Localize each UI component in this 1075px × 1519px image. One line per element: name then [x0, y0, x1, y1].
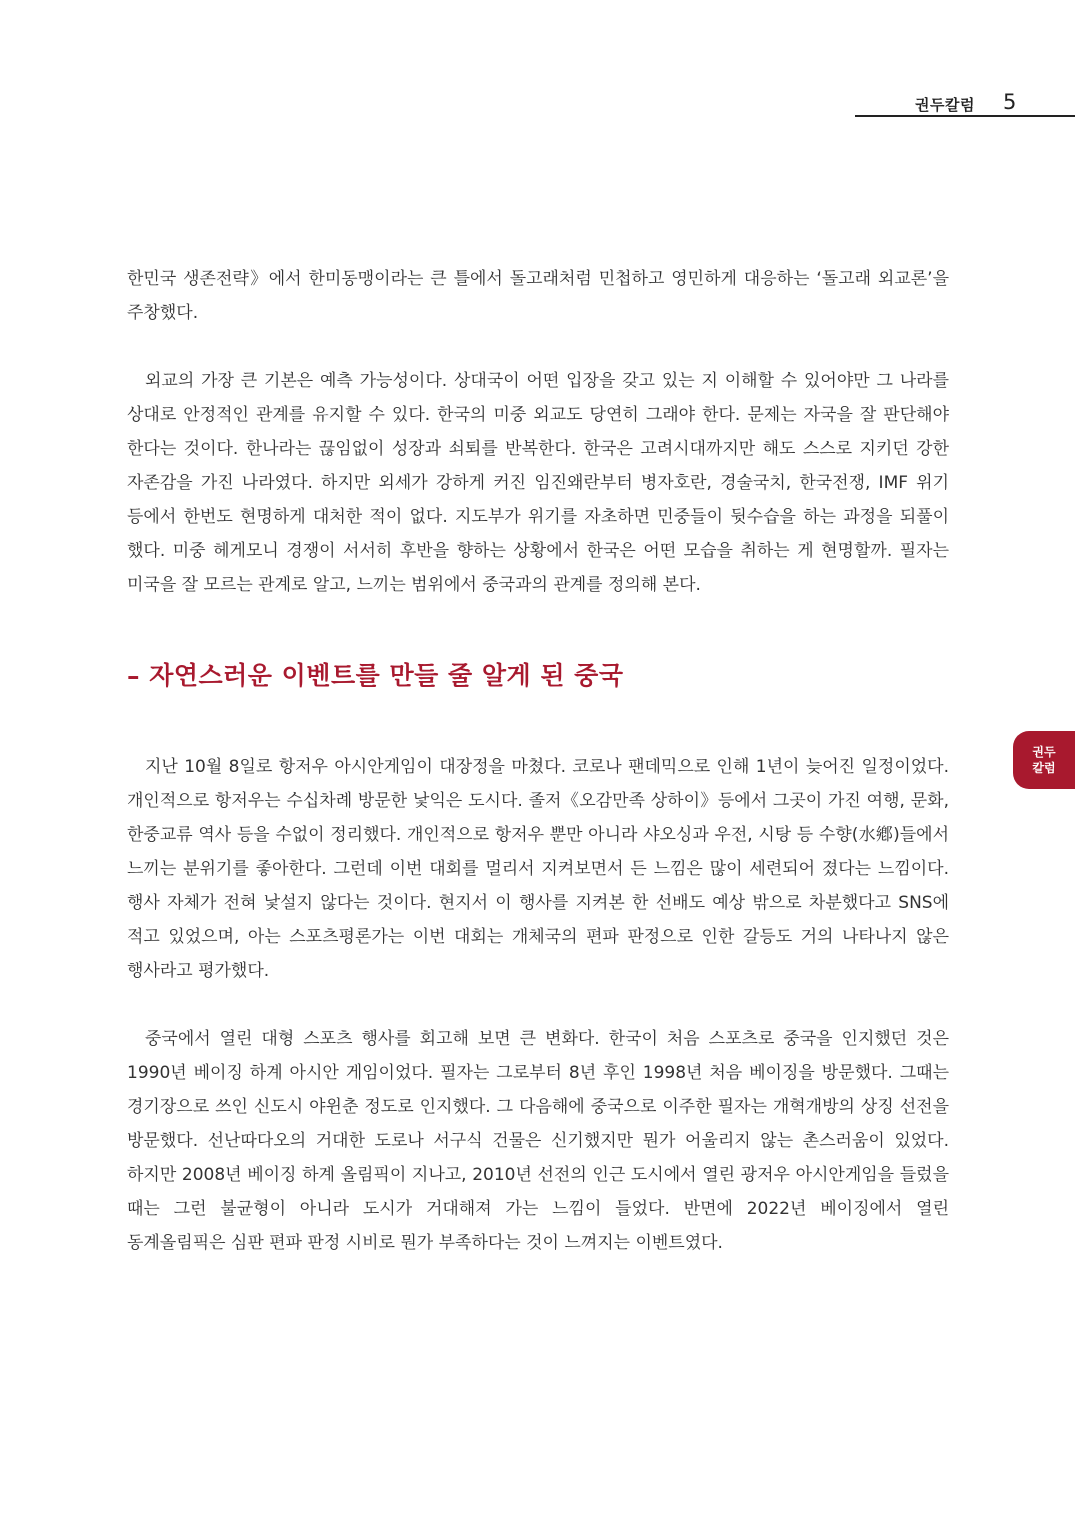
side-tab-line-2: 칼럼: [1032, 761, 1056, 775]
header-rule: [855, 115, 1075, 117]
paragraph: 외교의 가장 큰 기본은 예측 가능성이다. 상대국이 어떤 입장을 갖고 있는 지 이해할 수 있어야만 그 나라를 상대로 안정적인 관계를 유지할 수 있다. 한국의 미중 외교도 당연히 그래야 한다. 문제는 자국을 잘 판단해야 한다는 것이다. 한나라는 끊임없이 성장과 쇠퇴를 반복한다. 한국은 고려시대까지만 해도 스스로 지키던 강한 자존감을 가진 나라였다. 하지만 외세가 강하게 커진 임진왜란부터 병자호란, 경술국치, 한국전쟁, IMF 위기 등에서 한번도 현명하게 대처한 적이 없다. 지도부가 위기를 자초하면 민중들이 뒷수습을 하는 과정을 되풀이 했다. 미중 헤게모니 경쟁이 서서히 후반을 향하는 상황에서 한국은 어떤 모습을 취하는 게 현명할까. 필자는 미국을 잘 모르는 관계로 알고, 느끼는 범위에서 중국과의 관계를 정의해 본다.: [127, 371, 949, 595]
side-section-tab: [1013, 731, 1075, 789]
section-title: 권두칼럼: [915, 96, 975, 114]
side-tab-line-1: 권두: [1032, 745, 1056, 759]
paragraph: 지난 10월 8일로 항저우 아시안게임이 대장정을 마쳤다. 코로나 팬데믹으로 인해 1년이 늦어진 일정이었다. 개인적으로 항저우는 수십차례 방문한 낯익은 도시다. 졸저《오감만족 상하이》등에서 그곳이 가진 여행, 문화, 한중교류 역사 등을 수없이 정리했다. 개인적으로 항저우 뿐만 아니라 샤오싱과 우전, 시탕 등 수향(水鄕)들에서 느끼는 분위기를 좋아한다. 그런데 이번 대회를 멀리서 지켜보면서 든 느낌은 많이 세련되어 졌다는 느낌이다. 행사 자체가 전혀 낯설지 않다는 것이다. 현지서 이 행사를 지켜본 한 선배도 예상 밖으로 차분했다고 SNS에 적고 있었으며, 아는 스포츠평론가는 이번 대회는 개체국의 편파 판정으로 인한 갈등도 거의 나타나지 않은 행사라고 평가했다.: [127, 757, 949, 981]
page-number: 5: [1003, 90, 1017, 114]
paragraph: 중국에서 열린 대형 스포츠 행사를 회고해 보면 큰 변화다. 한국이 처음 스포츠로 중국을 인지했던 것은 1990년 베이징 하계 아시안 게임이었다. 필자는 그로부터 8년 후인 1998년 처음 베이징을 방문했다. 그때는 경기장으로 쓰인 신도시 야윈춘 정도로 인지했다. 그 다음해에 중국으로 이주한 필자는 개혁개방의 상징 선전을 방문했다. 선난따다오의 거대한 도로나 서구식 건물은 신기했지만 뭔가 어울리지 않는 촌스러움이 있었다. 하지만 2008년 베이징 하계 올림픽이 지나고, 2010년 선전의 인근 도시에서 열린 광저우 아시안게임을 들렀을 때는 그런 불균형이 아니라 도시가 거대해져 가는 느낌이 들었다. 반면에 2022년 베이징에서 열린 동계올림픽은 심판 편파 판정 시비로 뭔가 부족하다는 것이 느껴지는 이벤트였다.: [127, 1029, 949, 1253]
running-header: [855, 90, 1075, 118]
section-heading: – 자연스러운 이벤트를 만들 줄 알게 된 중국: [127, 661, 624, 690]
article-body: [127, 262, 949, 1260]
paragraph-continued: 한민국 생존전략》에서 한미동맹이라는 큰 틀에서 돌고래처럼 민첩하고 영민하게 대응하는 ‘돌고래 외교론’을 주창했다.: [127, 269, 949, 323]
